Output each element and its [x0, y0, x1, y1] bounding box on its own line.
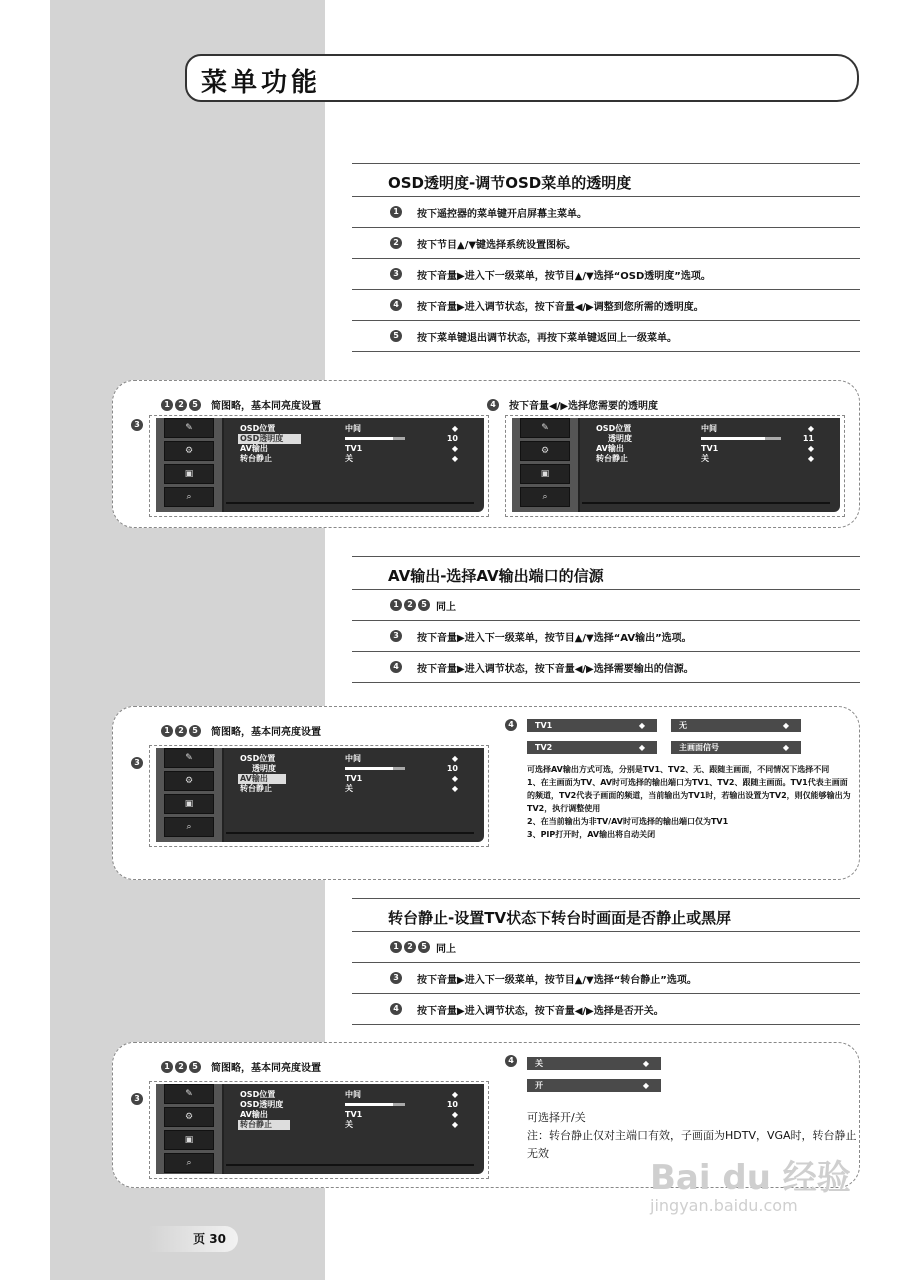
step-marker: 4	[505, 1055, 517, 1067]
av-option: TV2 ◆	[527, 741, 657, 754]
av-note: 可选择AV输出方式可选，分别是TV1、TV2、无、跟随主画面，不同情况下选择不同 1、在主画面为TV、AV时可选择的输出端口为TV1、TV2、跟随主画面。TV1代表主画面的频道，TV2代表子画面的频道，当前输出为TV1时，若输出设置为TV2，则仅能够输出为TV2，执行调整使用 2、在当前输出为非TV/AV时可选择的输出端口仅为TV1 3、PIP打开时，AV输出将自动关闭	[527, 765, 851, 839]
picture-icon: ▣	[164, 794, 214, 814]
wrench-icon: ✎	[520, 418, 570, 438]
step-3: 3 按下音量▶进入下一级菜单，按节目▲/▼选择“OSD透明度”选项。	[352, 259, 860, 290]
step-3: 3 按下音量▶进入下一级菜单，按节目▲/▼选择“转台静止”选项。	[352, 963, 860, 994]
tv-menu-screenshot-adjust: ✎ ⚙ ▣ ⌕ OSD位置 中间 ◆ 透明度 11 AV输出 TV1 ◆ 转台静止 关 ◆	[505, 415, 845, 517]
step-marker: 3	[131, 419, 143, 431]
step-number: 1	[390, 206, 402, 218]
step-number: 4	[390, 299, 402, 311]
wrench-icon: ✎	[164, 748, 214, 768]
step-number: 5	[390, 330, 402, 342]
gear-icon: ⚙	[164, 771, 214, 791]
step-4: 4 按下音量▶进入调节状态，按下音量◀/▶调整到您所需的透明度。	[352, 290, 860, 321]
panel-label: 1 2 5 简图略，基本同亮度设置	[161, 1059, 321, 1074]
step-marker: 3	[131, 757, 143, 769]
step-5: 5 按下菜单键退出调节状态，再按下菜单键返回上一级菜单。	[352, 321, 860, 352]
transparency-bar	[701, 437, 781, 440]
step-4: 4 按下音量▶进入调节状态，按下音量◀/▶选择是否开关。	[352, 994, 860, 1025]
step-same: 1 2 5 同上	[352, 590, 860, 621]
step-marker: 3	[131, 1093, 143, 1105]
picture-icon: ▣	[164, 1130, 214, 1150]
step-number: 3	[390, 268, 402, 280]
picture-icon: ▣	[164, 464, 214, 484]
page-title-box	[185, 54, 859, 102]
panel-av	[112, 706, 860, 880]
panel-osd	[112, 380, 860, 528]
step-2: 2 按下节目▲/▼键选择系统设置图标。	[352, 228, 860, 259]
av-option: 无 ◆	[671, 719, 801, 732]
still-option: 关 ◆	[527, 1057, 661, 1070]
search-icon: ⌕	[164, 1153, 214, 1173]
gear-icon: ⚙	[164, 441, 214, 461]
section-av	[352, 556, 860, 683]
step-marker: 4	[505, 719, 517, 731]
section-still	[352, 898, 860, 1025]
av-option: 主画面信号 ◆	[671, 741, 801, 754]
watermark-url: jingyan.baidu.com	[650, 1196, 798, 1215]
section-title: 转台静止-设置TV状态下转台时画面是否静止或黑屏	[352, 898, 860, 932]
watermark-logo: Bai du 经验	[650, 1158, 851, 1198]
step-3: 3 按下音量▶进入下一级菜单，按节目▲/▼选择“AV输出”选项。	[352, 621, 860, 652]
step-same: 1 2 5 同上	[352, 932, 860, 963]
search-icon: ⌕	[520, 487, 570, 507]
gear-icon: ⚙	[164, 1107, 214, 1127]
section-osd	[352, 163, 860, 352]
step-4: 4 按下音量▶进入调节状态，按下音量◀/▶选择需要输出的信源。	[352, 652, 860, 683]
page-number: 页 30	[148, 1226, 238, 1252]
section-title: AV输出-选择AV输出端口的信源	[352, 556, 860, 590]
panel-label-right: 4 按下音量◀/▶选择您需要的透明度	[487, 397, 658, 412]
search-icon: ⌕	[164, 817, 214, 837]
av-option: TV1 ◆	[527, 719, 657, 732]
tv-menu-screenshot: ✎ ⚙ ▣ ⌕ OSD位置 中间 ◆ 透明度 10 AV输出 TV1 ◆ 转台静止 关 ◆	[149, 745, 489, 847]
gear-icon: ⚙	[520, 441, 570, 461]
step-number: 2	[390, 237, 402, 249]
wrench-icon: ✎	[164, 1084, 214, 1104]
picture-icon: ▣	[520, 464, 570, 484]
section-title: OSD透明度-调节OSD菜单的透明度	[352, 163, 860, 197]
wrench-icon: ✎	[164, 418, 214, 438]
search-icon: ⌕	[164, 487, 214, 507]
transparency-bar	[345, 437, 405, 440]
step-1: 1 按下遥控器的菜单键开启屏幕主菜单。	[352, 197, 860, 228]
panel-label: 1 2 5 简图略，基本同亮度设置	[161, 397, 321, 412]
tv-menu-screenshot: ✎ ⚙ ▣ ⌕ OSD位置 中间 ◆ OSD透明度 10 AV输出 TV1 ◆ 转台静止 关 ◆	[149, 415, 489, 517]
tv-menu-screenshot: ✎ ⚙ ▣ ⌕ OSD位置 中间 ◆ OSD透明度 10 AV输出 TV1 ◆ 转台静止 关 ◆	[149, 1081, 489, 1179]
page-title: 菜单功能	[201, 68, 322, 98]
panel-label: 1 2 5 简图略，基本同亮度设置	[161, 723, 321, 738]
still-note: 可选择开/关 注：转台静止仅对主端口有效，子画面为HDTV，VGA时，转台静止无效	[527, 1111, 857, 1160]
still-option: 开 ◆	[527, 1079, 661, 1092]
